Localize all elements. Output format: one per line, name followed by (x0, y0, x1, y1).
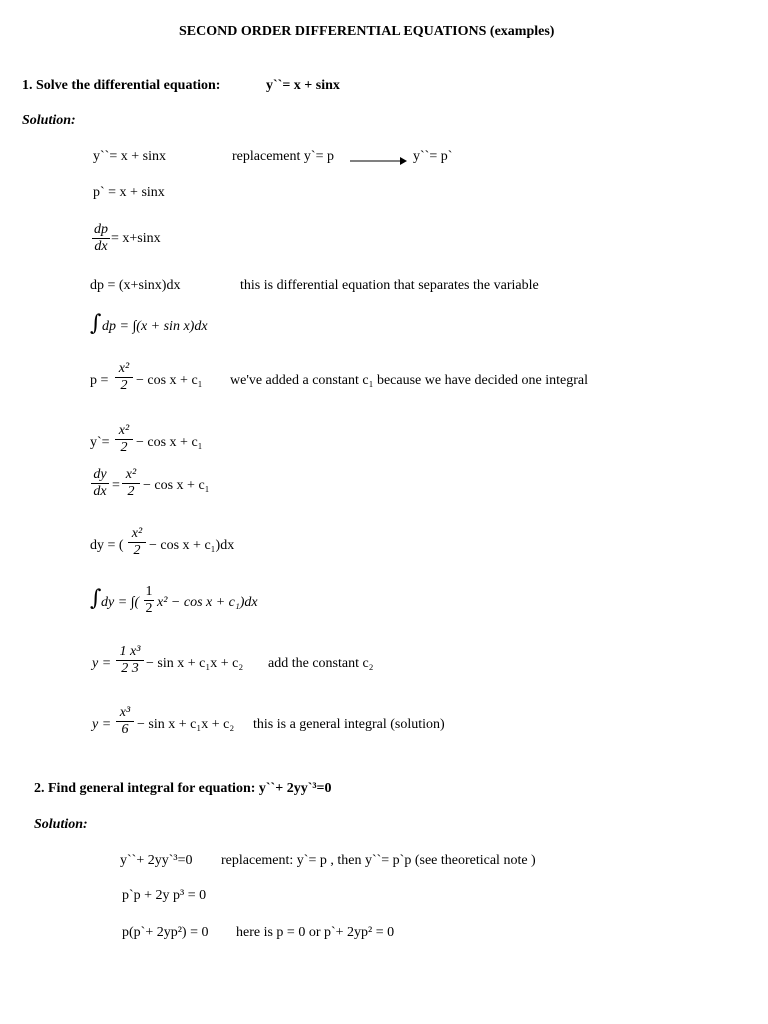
p1-line3-fraction (92, 223, 110, 254)
p1-line8-equals: = (112, 478, 120, 493)
fraction-denominator: 2 (145, 601, 153, 616)
p2-line3-note: here is p = 0 or p`+ 2yp² = 0 (236, 925, 395, 940)
p1-line6-note: we've added a constant c₁ because we have decided one integral (230, 373, 589, 388)
p1-line7-rhs: − cos x + c₁ (136, 435, 203, 450)
p1-line12-lhs: y = (92, 717, 112, 732)
p1-line12-fraction (116, 706, 134, 737)
p1-line11-note: add the constant c₂ (268, 656, 374, 671)
problem1-solution-label: Solution: (22, 113, 76, 128)
fraction-numerator: dy (93, 467, 107, 482)
problem2-solution-label: Solution: (34, 817, 88, 832)
p2-line2: p`p + 2y p³ = 0 (122, 888, 207, 903)
fraction-numerator: 1 (145, 584, 153, 599)
p1-line9-lhs: dy = ( (90, 538, 124, 553)
fraction-numerator: 1 x³ (119, 644, 141, 659)
fraction-numerator: x² (118, 361, 130, 376)
fraction-numerator: x² (118, 423, 130, 438)
p1-line9-fraction (128, 527, 146, 558)
p1-line1-equation: y``= x + sinx (93, 149, 166, 164)
p1-line10-fraction (144, 585, 154, 616)
p1-line8-fraction-right (122, 468, 140, 499)
fraction-denominator: 2 (120, 440, 128, 455)
p1-line10-rhs: x² − cos x + c₁)dx (157, 595, 258, 610)
problem2-heading: 2. Find general integral for equation: y``+ 2yy`³=0 (34, 781, 332, 796)
p1-line5: dp = ∫(x + sin x)dx (102, 319, 208, 334)
p1-line6-lhs: p = (90, 373, 109, 388)
fraction-denominator: 6 (121, 722, 129, 737)
integral-sign-icon: ∫ (90, 311, 102, 336)
p1-line12-rhs: − sin x + c₁x + c₂ (137, 717, 235, 732)
p1-line12-note: this is a general integral (solution) (253, 717, 445, 732)
fraction-denominator: 2 (120, 378, 128, 393)
problem1-equation: y``= x + sinx (266, 78, 340, 93)
p1-line1-result: y``= p` (413, 149, 453, 164)
arrow-right-icon (350, 156, 408, 166)
p1-line2: p` = x + sinx (93, 185, 165, 200)
p1-line1-replacement: replacement y`= p (232, 149, 334, 164)
page-title: SECOND ORDER DIFFERENTIAL EQUATIONS (examples) (179, 24, 555, 39)
fraction-denominator: 2 (127, 484, 135, 499)
p1-line11-rhs: − sin x + c₁x + c₂ (146, 656, 244, 671)
p2-line1-equation: y``+ 2yy`³=0 (120, 853, 193, 868)
p1-line8-fraction-left (91, 468, 109, 499)
p2-line1-note: replacement: y`= p , then y``= p`p (see theoretical note ) (221, 853, 536, 868)
p1-line6-rhs: − cos x + c₁ (136, 373, 203, 388)
fraction-numerator: dp (94, 222, 108, 237)
fraction-denominator: 2 3 (121, 661, 139, 676)
fraction-numerator: x² (125, 467, 137, 482)
p1-line7-lhs: y`= (90, 435, 110, 450)
integral-sign-icon: ∫ (90, 586, 102, 611)
p1-line4-equation: dp = (x+sinx)dx (90, 278, 181, 293)
p2-line3-equation: p(p`+ 2yp²) = 0 (122, 925, 209, 940)
p1-line8-rhs: − cos x + c₁ (143, 478, 210, 493)
p1-line11-fraction (116, 645, 144, 676)
p1-line4-note: this is differential equation that separates the variable (240, 278, 539, 293)
p1-line3-rhs: = x+sinx (111, 231, 161, 246)
p1-line10-lhs: dy = ∫( (101, 595, 140, 610)
problem1-heading: 1. Solve the differential equation: (22, 78, 221, 93)
fraction-denominator: dx (93, 484, 107, 499)
p1-line6-fraction (115, 362, 133, 393)
fraction-numerator: x³ (119, 705, 131, 720)
p1-line11-lhs: y = (92, 656, 112, 671)
p1-line7-fraction (115, 424, 133, 455)
fraction-denominator: 2 (133, 543, 141, 558)
fraction-denominator: dx (94, 239, 108, 254)
fraction-numerator: x² (131, 526, 143, 541)
p1-line9-rhs: − cos x + c₁)dx (149, 538, 235, 553)
